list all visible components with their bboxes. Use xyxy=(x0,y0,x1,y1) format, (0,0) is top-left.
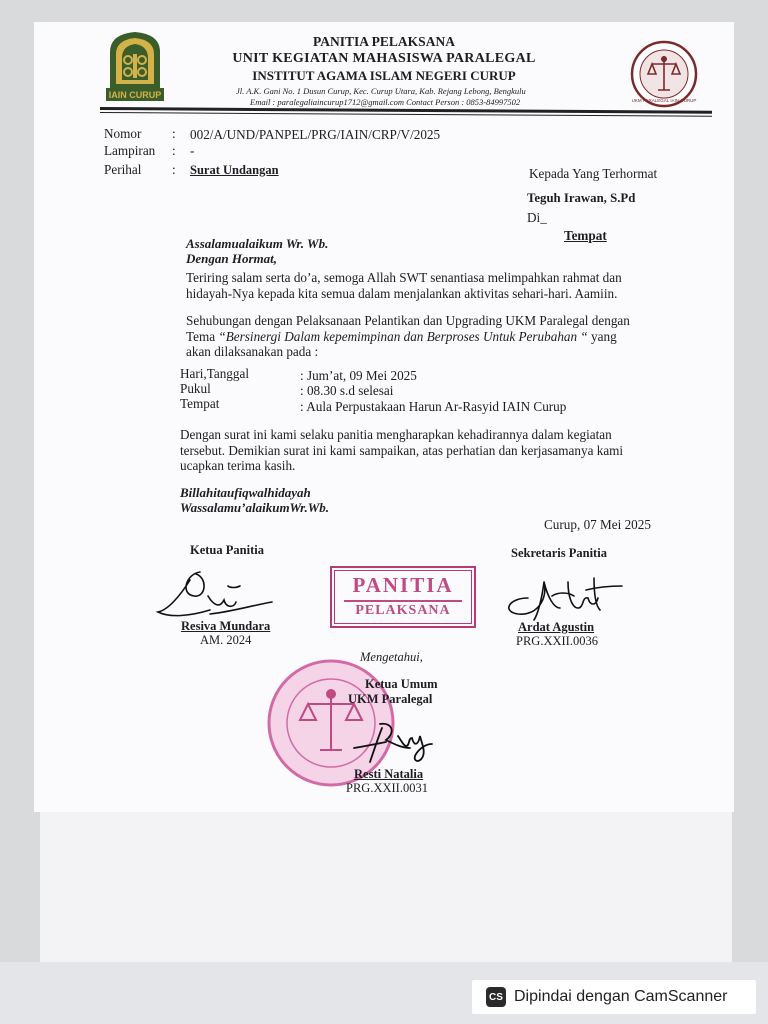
paragraph-3-line-3: ucapkan terima kasih. xyxy=(180,458,296,473)
nomor-value: 002/A/UND/PANPEL/PRG/IAIN/CRP/V/2025 xyxy=(190,127,441,142)
header-address: Jl. A.K. Gani No. 1 Dusun Curup, Kec. Curup Utara, Kab. Rejang Lebong, Bengkulu xyxy=(236,86,526,96)
place-date: Curup, 07 Mei 2025 xyxy=(544,517,651,532)
tema-value: “Bersinergi Dalam kepemimpinan dan Berproses Untuk Perubahan “ xyxy=(218,329,588,344)
lampiran-label: Lampiran xyxy=(104,143,156,158)
right-signatory-name: Ardat Agustin xyxy=(518,620,595,634)
center-signatory-id: PRG.XXII.0031 xyxy=(346,781,428,795)
lampiran-colon: : xyxy=(172,143,176,158)
right-signatory-id: PRG.XXII.0036 xyxy=(516,634,598,648)
right-signatory-title: Sekretaris Panitia xyxy=(511,546,607,560)
paragraph-2-line-3: akan dilaksanakan pada : xyxy=(186,344,319,359)
panitia-pelaksana-stamp xyxy=(330,566,476,628)
mengetahui-label: Mengetahui, xyxy=(360,650,423,664)
header-line-2: UNIT KEGIATAN MAHASISWA PARALEGAL xyxy=(232,51,536,66)
tema-suffix: yang xyxy=(591,329,617,344)
tempat-value: : Aula Perpustakaan Harun Ar-Rasyid IAIN Curup xyxy=(300,399,567,414)
pukul-label: Pukul xyxy=(180,381,211,396)
header-line-1: PANITIA PELAKSANA xyxy=(313,34,455,49)
tempat-label: Tempat xyxy=(180,396,220,411)
paragraph-3-line-2: tersebut. Demikian surat ini kami sampaikan, atas perhatian dan kerjasamanya kami xyxy=(180,443,624,458)
iain-curup-logo xyxy=(104,30,166,109)
header-contact: Email : paralegaliaincurup1712@gmail.com Contact Person : 0853-84997502 xyxy=(250,97,521,107)
camscanner-watermark xyxy=(472,980,756,1014)
perihal-value: Surat Undangan xyxy=(190,163,279,177)
nomor-colon: : xyxy=(172,126,176,141)
header-line-3: INSTITUT AGAMA ISLAM NEGERI CURUP xyxy=(252,68,516,83)
stamp-line-2: PELAKSANA xyxy=(344,600,462,619)
center-signatory-name: Resti Natalia xyxy=(354,767,424,781)
closing-line-2: Wassalamu’alaikumWr.Wb. xyxy=(180,500,330,515)
pukul-value: : 08.30 s.d selesai xyxy=(300,383,394,398)
stamp-line-1: PANITIA xyxy=(352,573,454,597)
svg-text:IAIN CURUP: IAIN CURUP xyxy=(108,90,162,100)
perihal-colon: : xyxy=(172,162,176,177)
paragraph-3-line-1: Dengan surat ini kami selaku panitia mengharapkan kehadirannya dalam kegiatan xyxy=(180,427,612,442)
recipient-di: Di_ xyxy=(527,210,547,225)
recipient-name: Teguh Irawan, S.Pd xyxy=(527,191,636,205)
camscanner-text: Dipindai dengan CamScanner xyxy=(514,988,728,1005)
closing-line-1: Billahitaufiqwalhidayah xyxy=(180,485,311,500)
paragraph-2-line-1: Sehubungan dengan Pelaksanaan Pelantikan dan Upgrading UKM Paralegal dengan xyxy=(186,313,630,328)
center-signature xyxy=(352,708,442,773)
paragraph-2-line-2 xyxy=(186,329,617,345)
lampiran-value: - xyxy=(190,143,195,158)
svg-text:UKM PARALEGAL IAIN CURUP: UKM PARALEGAL IAIN CURUP xyxy=(631,98,697,103)
left-signatory-id: AM. 2024 xyxy=(200,633,252,647)
left-signatory-title: Ketua Panitia xyxy=(190,543,264,557)
hari-label: Hari,Tanggal xyxy=(180,366,250,381)
paragraph-1-line-1: Teriring salam serta do’a, semoga Allah SWT senantiasa melimpahkan rahmat dan xyxy=(186,270,622,285)
ukm-paralegal-logo xyxy=(630,40,698,113)
left-signatory-name: Resiva Mundara xyxy=(181,619,271,633)
hari-value: : Jum’at, 09 Mei 2025 xyxy=(300,368,417,383)
opening-hormat: Dengan Hormat, xyxy=(186,251,278,266)
nomor-label: Nomor xyxy=(104,126,142,141)
opening-salam: Assalamualaikum Wr. Wb. xyxy=(186,236,329,251)
paragraph-1-line-2: hidayah-Nya kepada kita semua dalam menjalankan aktivitas sehari-hari. Aamiin. xyxy=(186,286,618,301)
recipient-place: Tempat xyxy=(564,228,607,243)
center-signatory-title-1: Ketua Umum xyxy=(365,677,438,691)
tema-label: Tema xyxy=(186,329,216,344)
paper-lower-area xyxy=(40,812,732,962)
perihal-label: Perihal xyxy=(104,162,142,177)
center-signatory-title-2: UKM Paralegal xyxy=(348,692,433,706)
recipient-greeting: Kepada Yang Terhormat xyxy=(529,166,658,181)
camscanner-icon: CS xyxy=(486,987,506,1007)
